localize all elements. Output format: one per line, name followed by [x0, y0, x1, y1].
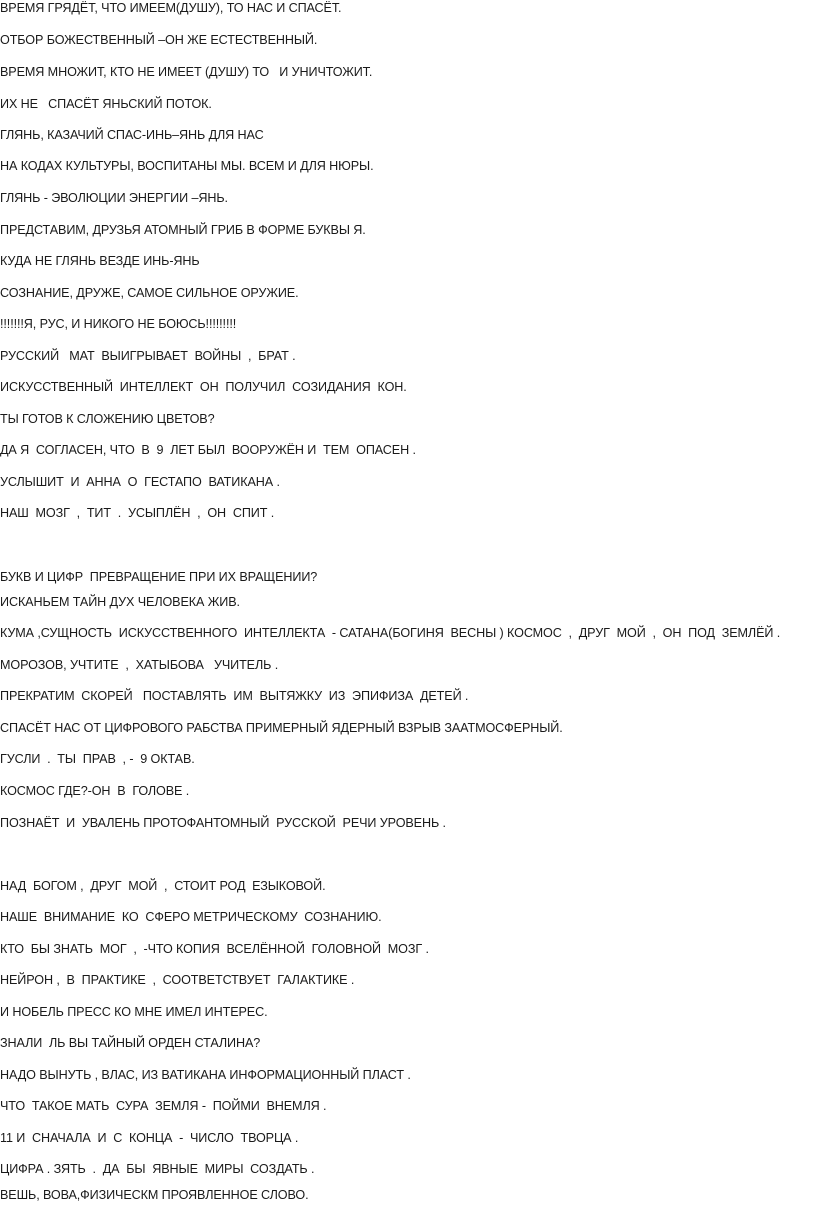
- text-line: ГЛЯНЬ - ЭВОЛЮЦИИ ЭНЕРГИИ –ЯНЬ.: [0, 191, 228, 205]
- text-line: ЧТО ТАКОЕ МАТЬ СУРА ЗЕМЛЯ - ПОЙМИ ВНЕМЛЯ .: [0, 1099, 327, 1113]
- text-line: СОЗНАНИЕ, ДРУЖЕ, САМОЕ СИЛЬНОЕ ОРУЖИЕ.: [0, 286, 299, 300]
- text-line: ЦИФРА . ЗЯТЬ . ДА БЫ ЯВНЫЕ МИРЫ СОЗДАТЬ .: [0, 1162, 315, 1176]
- text-line: ПОЗНАЁТ И УВАЛЕНЬ ПРОТОФАНТОМНЫЙ РУССКОЙ РЕЧИ УРОВЕНЬ .: [0, 816, 446, 830]
- text-line: НАДО ВЫНУТЬ , ВЛАС, ИЗ ВАТИКАНА ИНФОРМАЦИОННЫЙ ПЛАСТ .: [0, 1068, 411, 1082]
- text-line: РУССКИЙ МАТ ВЫИГРЫВАЕТ ВОЙНЫ , БРАТ .: [0, 349, 296, 363]
- text-line: НАШЕ ВНИМАНИЕ КО СФЕРО МЕТРИЧЕСКОМУ СОЗНАНИЮ.: [0, 910, 382, 924]
- text-line: НАШ МОЗГ , ТИТ . УСЫПЛЁН , ОН СПИТ .: [0, 506, 275, 520]
- text-line: НАД БОГОМ , ДРУГ МОЙ , СТОИТ РОД ЕЗЫКОВОЙ.: [0, 879, 326, 893]
- text-line: КТО БЫ ЗНАТЬ МОГ , -ЧТО КОПИЯ ВСЕЛЁННОЙ ГОЛОВНОЙ МОЗГ .: [0, 942, 429, 956]
- text-line: ТЫ ГОТОВ К СЛОЖЕНИЮ ЦВЕТОВ?: [0, 412, 215, 426]
- text-line: 11 И СНАЧАЛА И С КОНЦА - ЧИСЛО ТВОРЦА .: [0, 1131, 299, 1145]
- text-line: КУМА ,СУЩНОСТЬ ИСКУССТВЕННОГО ИНТЕЛЛЕКТА - САТАНА(БОГИНЯ ВЕСНЫ ) КОСМОС , ДРУГ МОЙ , ОН ПОД ЗЕМЛЁЙ .: [0, 626, 781, 640]
- text-line: НА КОДАХ КУЛЬТУРЫ, ВОСПИТАНЫ МЫ. ВСЕМ И ДЛЯ НЮРЫ.: [0, 159, 374, 173]
- text-line: УСЛЫШИТ И АННА О ГЕСТАПО ВАТИКАНА .: [0, 475, 280, 489]
- text-line: ВЕШЬ, ВОВА,ФИЗИЧЕСКМ ПРОЯВЛЕННОЕ СЛОВО.: [0, 1188, 309, 1202]
- text-line: ГУСЛИ . ТЫ ПРАВ , - 9 ОКТАВ.: [0, 752, 195, 766]
- text-line: ДА Я СОГЛАСЕН, ЧТО В 9 ЛЕТ БЫЛ ВООРУЖЁН И ТЕМ ОПАСЕН .: [0, 443, 416, 457]
- text-line: НЕЙРОН , В ПРАКТИКЕ , СООТВЕТСТВУЕТ ГАЛАКТИКЕ .: [0, 973, 355, 987]
- text-line: ГЛЯНЬ, КАЗАЧИЙ СПАС-ИНЬ–ЯНЬ ДЛЯ НАС: [0, 128, 264, 142]
- text-line: ВРЕМЯ ГРЯДЁТ, ЧТО ИМЕЕМ(ДУШУ), ТО НАС И СПАСЁТ.: [0, 1, 342, 15]
- text-line: ИСКУССТВЕННЫЙ ИНТЕЛЛЕКТ ОН ПОЛУЧИЛ СОЗИДАНИЯ КОН.: [0, 380, 407, 394]
- text-line: ОТБОР БОЖЕСТВЕННЫЙ –ОН ЖЕ ЕСТЕСТВЕННЫЙ.: [0, 33, 318, 47]
- text-line: ПРЕДСТАВИМ, ДРУЗЬЯ АТОМНЫЙ ГРИБ В ФОРМЕ БУКВЫ Я.: [0, 223, 366, 237]
- text-line: ЗНАЛИ ЛЬ ВЫ ТАЙНЫЙ ОРДЕН СТАЛИНА?: [0, 1036, 261, 1050]
- text-line: ИХ НЕ СПАСЁТ ЯНЬСКИЙ ПОТОК.: [0, 97, 212, 111]
- text-line: СПАСЁТ НАС ОТ ЦИФРОВОГО РАБСТВА ПРИМЕРНЫЙ ЯДЕРНЫЙ ВЗРЫВ ЗААТМОСФЕРНЫЙ.: [0, 721, 563, 735]
- text-line: ВРЕМЯ МНОЖИТ, КТО НЕ ИМЕЕТ (ДУШУ) ТО И УНИЧТОЖИТ.: [0, 65, 373, 79]
- text-line: КУДА НЕ ГЛЯНЬ ВЕЗДЕ ИНЬ-ЯНЬ: [0, 254, 200, 268]
- text-line: !!!!!!!Я, РУС, И НИКОГО НЕ БОЮСЬ!!!!!!!!!: [0, 317, 237, 331]
- text-line: ПРЕКРАТИМ СКОРЕЙ ПОСТАВЛЯТЬ ИМ ВЫТЯЖКУ ИЗ ЭПИФИЗА ДЕТЕЙ .: [0, 689, 469, 703]
- text-line: И НОБЕЛЬ ПРЕСС КО МНЕ ИМЕЛ ИНТЕРЕС.: [0, 1005, 268, 1019]
- text-line: КОСМОС ГДЕ?-ОН В ГОЛОВЕ .: [0, 784, 190, 798]
- text-line: ИСКАНЬЕМ ТАЙН ДУХ ЧЕЛОВЕКА ЖИВ.: [0, 595, 240, 609]
- text-line: МОРОЗОВ, УЧТИТЕ , ХАТЫБОВА УЧИТЕЛЬ .: [0, 658, 279, 672]
- text-line: БУКВ И ЦИФР ПРЕВРАЩЕНИЕ ПРИ ИХ ВРАЩЕНИИ?: [0, 570, 318, 584]
